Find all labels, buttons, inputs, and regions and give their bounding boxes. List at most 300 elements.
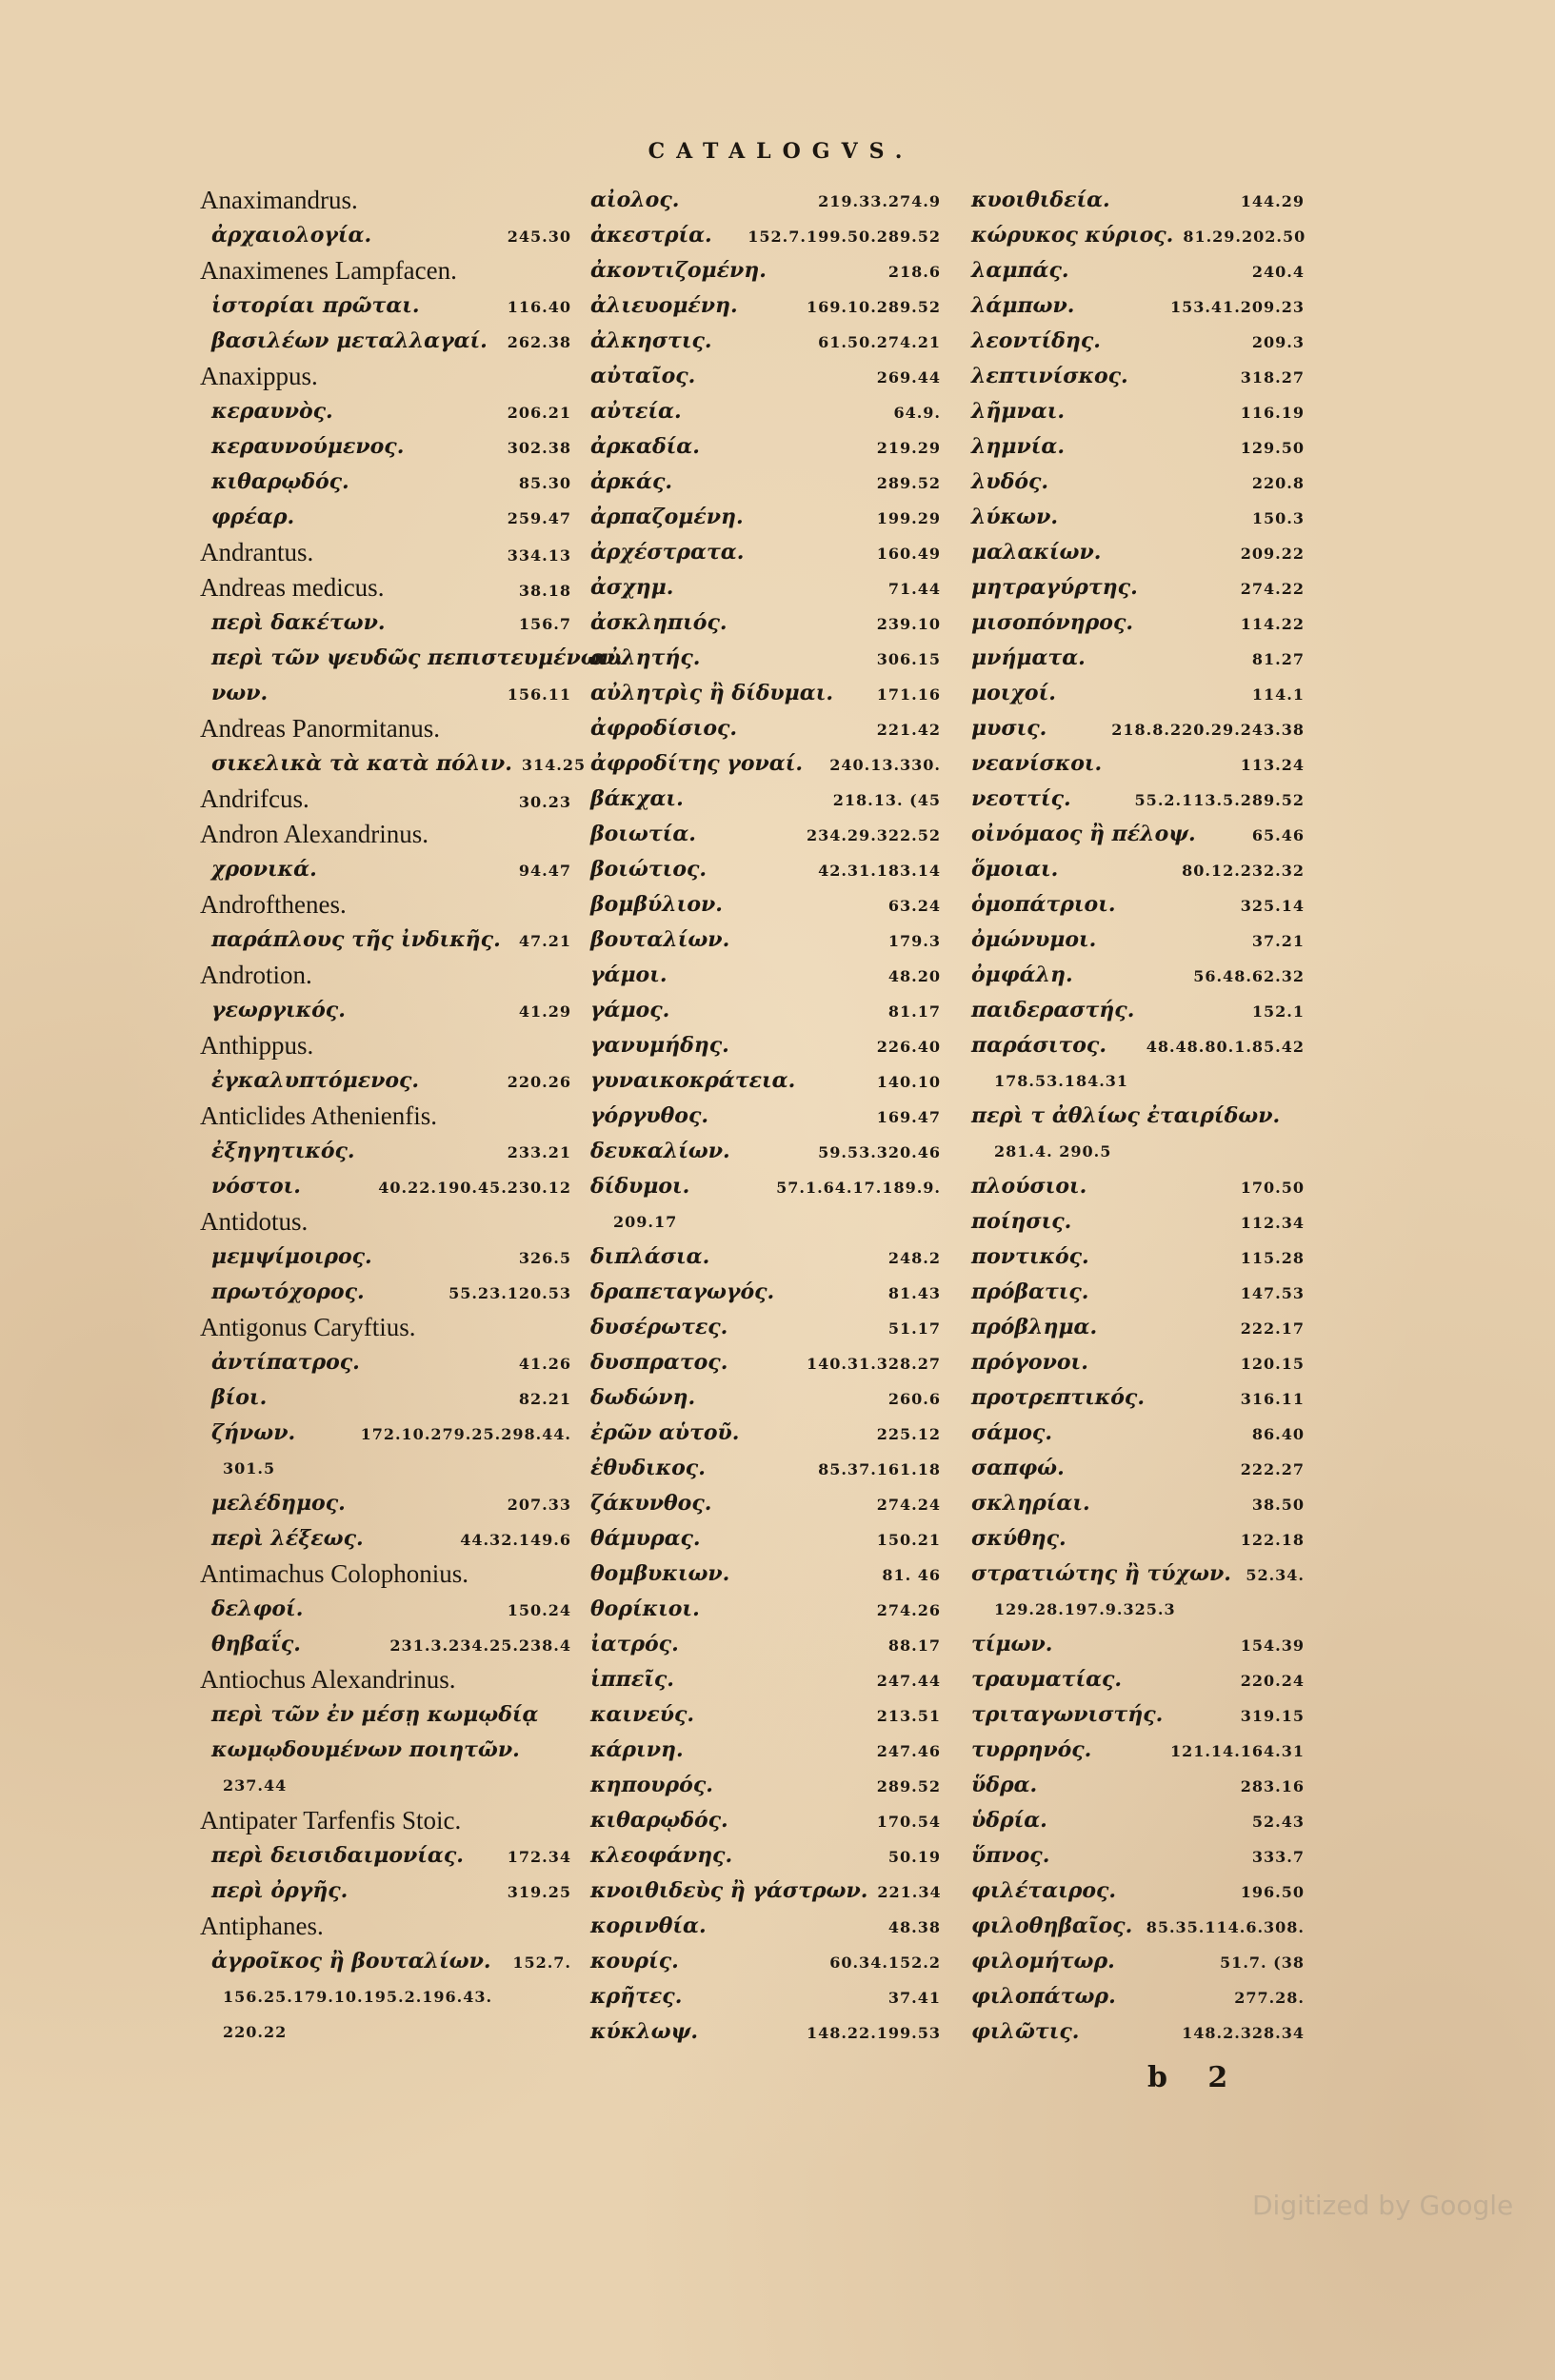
index-title-entry [200, 993, 571, 1028]
page-reference: 326.5 [518, 1249, 571, 1267]
index-title-entry [590, 218, 941, 253]
index-title-entry [590, 1451, 941, 1486]
work-title: περὶ λέξεως. [211, 1526, 364, 1551]
work-title: ἀρπαζομένη. [590, 505, 744, 529]
work-title: νεοττίς. [971, 786, 1071, 811]
page-reference: 48.38 [887, 1918, 941, 1936]
index-author-entry [200, 817, 571, 852]
author-name: Antiochus Alexandrinus. [200, 1665, 456, 1694]
page-reference: 220.22 [223, 2023, 288, 2041]
page-reference: 154.39 [1240, 1636, 1305, 1655]
work-title: βοιώτιος. [590, 857, 708, 882]
index-author-entry [200, 1310, 571, 1345]
page-reference: 220.26 [507, 1073, 571, 1091]
work-title: θομβυκιων. [590, 1561, 730, 1586]
page-reference: 148.2.328.34 [1182, 2024, 1305, 2042]
work-title: δίδυμοι. [590, 1174, 690, 1199]
page-reference: 218.13. (45 [832, 791, 941, 809]
work-title: νεανίσκοι. [971, 751, 1103, 776]
index-title-entry [590, 1204, 941, 1240]
page-reference: 40.22.190.45.230.12 [378, 1179, 571, 1197]
work-title: ἐξηγητικός. [211, 1139, 355, 1163]
index-author-entry [200, 1204, 571, 1240]
page-reference: 179.3 [887, 932, 941, 950]
page-reference: 150.24 [507, 1601, 571, 1619]
index-title-entry [590, 1063, 941, 1099]
index-title-entry [590, 852, 941, 887]
author-name: Anaximandrus. [200, 186, 358, 214]
page-reference: 169.47 [876, 1108, 941, 1126]
index-title-entry [590, 1099, 941, 1134]
index-title-entry [971, 1768, 1305, 1803]
index-title-entry [590, 1521, 941, 1557]
index-title-entry [971, 465, 1305, 500]
work-title: κιθαρῳδός. [590, 1808, 728, 1833]
page-reference: 274.22 [1240, 580, 1305, 598]
index-title-entry [971, 1909, 1305, 1944]
work-title: ὀμφάλη. [971, 962, 1073, 987]
index-title-entry [971, 1521, 1305, 1557]
page-reference: 196.50 [1240, 1883, 1305, 1901]
index-title-entry [971, 1169, 1305, 1204]
work-title: μισοπόνηρος. [971, 610, 1134, 635]
work-title: αἰολος. [590, 188, 680, 212]
page-reference: 30.23 [518, 793, 571, 811]
work-title: ζάκυνθος. [590, 1491, 712, 1516]
work-title: περὶ τῶν ἐν μέσῃ κωμῳδίᾳ [211, 1702, 539, 1727]
page-reference: 260.6 [887, 1390, 941, 1408]
work-title: περὶ δακέτων. [211, 610, 386, 635]
page-reference: 274.24 [876, 1496, 941, 1514]
work-title: παράπλους τῆς ἰνδικῆς. [211, 927, 501, 952]
author-name: Androfthenes. [200, 890, 347, 919]
index-title-entry [200, 1134, 571, 1169]
work-title: σικελικὰ τὰ κατὰ πόλιν. [211, 751, 512, 776]
work-title: ποίησις. [971, 1209, 1072, 1234]
work-title: κουρίς. [590, 1949, 679, 1973]
work-title: χρονικά. [211, 857, 317, 882]
work-title: ἐθυδικος. [590, 1456, 706, 1480]
page-reference: 81.29.202.50 [1183, 228, 1306, 246]
index-title-entry [971, 1733, 1305, 1768]
work-title: ἐρῶν αὑτοῦ. [590, 1420, 740, 1445]
work-title: κύκλωψ. [590, 2019, 698, 2044]
page-reference: 245.30 [507, 228, 571, 246]
work-title: ἀρχαιολογία. [211, 223, 372, 248]
index-title-entry [590, 1310, 941, 1345]
page-reference: 52.43 [1251, 1813, 1305, 1831]
page-reference: 225.12 [876, 1425, 941, 1443]
index-title-entry [590, 253, 941, 288]
index-title-entry [971, 782, 1305, 817]
page-reference: 234.29.322.52 [806, 826, 941, 844]
work-title: ὀμώνυμοι. [971, 927, 1097, 952]
page-reference: 129.28.197.9.325.3 [994, 1600, 1176, 1618]
index-title-entry [200, 324, 571, 359]
index-title-entry [971, 1204, 1305, 1240]
work-title: σάμος. [971, 1420, 1052, 1445]
page-reference: 56.48.62.32 [1193, 967, 1305, 985]
index-title-entry [590, 817, 941, 852]
work-title: ἀρκάς. [590, 469, 673, 494]
index-title-entry [590, 1380, 941, 1416]
work-title: βομβύλιον. [590, 892, 723, 917]
index-title-entry [971, 1557, 1305, 1592]
page-reference: 116.40 [507, 298, 571, 316]
page-reference: 42.31.183.14 [818, 862, 941, 880]
work-title: μοιχοί. [971, 681, 1056, 705]
index-title-entry [200, 676, 571, 711]
work-title: ἱστορίαι πρῶται. [211, 293, 420, 318]
index-title-entry [971, 1240, 1305, 1275]
work-title: κλεοφάνης. [590, 1843, 733, 1868]
index-title-entry [200, 429, 571, 465]
work-title: προτρεπτικός. [971, 1385, 1145, 1410]
page-reference: 152.1 [1251, 1002, 1305, 1021]
work-title: ἀρχέστρατα. [590, 540, 745, 565]
digitization-watermark: Digitized by Google [1252, 2190, 1514, 2221]
index-title-entry [971, 1662, 1305, 1697]
index-title-entry [590, 1416, 941, 1451]
index-title-entry [590, 958, 941, 993]
index-author-entry [200, 958, 571, 993]
page-reference: 55.2.113.5.289.52 [1134, 791, 1305, 809]
index-author-entry [200, 1662, 571, 1697]
work-title: ὑδρία. [971, 1808, 1047, 1833]
index-title-entry [590, 1838, 941, 1874]
index-title-entry [200, 1380, 571, 1416]
author-name: Antimachus Colophonius. [200, 1559, 468, 1588]
work-title: μητραγύρτης. [971, 575, 1138, 600]
work-title: βάκχαι. [590, 786, 684, 811]
page-reference: 115.28 [1240, 1249, 1305, 1267]
index-title-entry [200, 500, 571, 535]
index-title-entry [590, 1169, 941, 1204]
work-title: ἱππεῖς. [590, 1667, 674, 1692]
index-title-entry [200, 218, 571, 253]
page-reference: 50.19 [887, 1848, 941, 1866]
page-reference: 60.34.152.2 [829, 1954, 941, 1972]
page-reference: 150.3 [1251, 509, 1305, 527]
index-title-entry [971, 1099, 1305, 1134]
page-reference: 51.7. (38 [1220, 1954, 1305, 1972]
index-title-entry [971, 958, 1305, 993]
page-reference: 277.28. [1234, 1989, 1305, 2007]
index-title-entry [590, 1345, 941, 1380]
work-title: φιλοθηβαῖος. [971, 1914, 1133, 1938]
index-title-entry [590, 1275, 941, 1310]
page-reference: 147.53 [1240, 1284, 1305, 1302]
page-reference: 57.1.64.17.189.9. [776, 1179, 941, 1197]
work-title: γάμοι. [590, 962, 668, 987]
page-reference: 274.26 [876, 1601, 941, 1619]
work-title: γάμος. [590, 998, 670, 1022]
index-title-entry [590, 746, 941, 782]
index-title-entry [971, 1134, 1305, 1169]
index-author-entry [200, 1557, 571, 1592]
page-reference: 314.25 [521, 756, 587, 774]
work-title: βίοι. [211, 1385, 268, 1410]
index-title-entry [971, 535, 1305, 570]
index-title-entry [590, 1803, 941, 1838]
index-title-entry [971, 676, 1305, 711]
index-title-entry [971, 1979, 1305, 2014]
page-reference: 170.54 [876, 1813, 941, 1831]
page-reference: 37.41 [887, 1989, 941, 2007]
running-title: CATALOGVS. [648, 139, 914, 164]
page-reference: 222.17 [1240, 1319, 1305, 1338]
work-title: ἀντίπατρος. [211, 1350, 360, 1375]
work-title: περὶ τ ἀθλίως ἐταιρίδων. [971, 1103, 1281, 1128]
index-title-entry [590, 288, 941, 324]
index-title-entry [590, 429, 941, 465]
work-title: θάμυρας. [590, 1526, 701, 1551]
index-title-entry [971, 2014, 1305, 2050]
page-reference: 207.33 [507, 1496, 571, 1514]
work-title: στρατιώτης ἢ τύχων. [971, 1561, 1231, 1586]
page-reference: 85.30 [518, 474, 571, 492]
index-title-entry [971, 570, 1305, 605]
work-title: περὶ τῶν ψευδῶς πεπιστευμένων. [211, 645, 623, 670]
page-reference: 94.47 [518, 862, 571, 880]
index-title-entry [200, 1697, 571, 1733]
page-reference: 269.44 [876, 368, 941, 387]
work-title: θηβαΐς. [211, 1632, 301, 1656]
page-reference: 114.22 [1240, 615, 1305, 633]
work-title: κιθαρῳδός. [211, 469, 349, 494]
page-reference: 222.27 [1240, 1460, 1305, 1478]
index-author-entry [200, 535, 571, 570]
page-reference: 153.41.209.23 [1169, 298, 1305, 316]
page-reference: 81. 46 [882, 1566, 941, 1584]
page-reference: 169.10.289.52 [806, 298, 941, 316]
author-name: Antipater Tarfenfis Stoic. [200, 1806, 462, 1835]
work-title: βοιωτία. [590, 822, 696, 846]
index-title-entry [971, 1486, 1305, 1521]
index-title-entry [971, 1028, 1305, 1063]
page-reference: 218.8.220.29.243.38 [1111, 721, 1305, 739]
work-title: ἀλιευομένη. [590, 293, 738, 318]
page-reference: 120.15 [1240, 1355, 1305, 1373]
index-title-entry [590, 782, 941, 817]
page-reference: 156.25.179.10.195.2.196.43. [223, 1988, 493, 2006]
work-title: πλούσιοι. [971, 1174, 1087, 1199]
index-title-entry [971, 1838, 1305, 1874]
work-title: διπλάσια. [590, 1244, 710, 1269]
work-title: δελφοί. [211, 1597, 304, 1621]
page-reference: 41.29 [518, 1002, 571, 1021]
author-name: Androtion. [200, 961, 312, 989]
work-title: δευκαλίων. [590, 1139, 730, 1163]
work-title: φρέαρ. [211, 505, 295, 529]
author-name: Andrantus. [200, 538, 314, 566]
index-title-entry [200, 1521, 571, 1557]
page-reference: 41.26 [518, 1355, 571, 1373]
work-title: λεοντίδης. [971, 328, 1101, 353]
index-title-entry [200, 1592, 571, 1627]
work-title: ἀρκαδία. [590, 434, 700, 459]
index-title-entry [590, 465, 941, 500]
index-title-entry [590, 183, 941, 218]
index-column-3 [971, 183, 1305, 2050]
page-reference: 80.12.232.32 [1182, 862, 1305, 880]
index-author-entry [200, 570, 571, 605]
work-title: μελέδημος. [211, 1491, 346, 1516]
index-title-entry [971, 817, 1305, 852]
index-title-entry [590, 1627, 941, 1662]
work-title: ἀκοντιζομένη. [590, 258, 767, 283]
page-reference: 219.33.274.9 [818, 192, 941, 210]
page-reference: 281.4. 290.5 [994, 1142, 1112, 1160]
page-reference: 220.24 [1240, 1672, 1305, 1690]
work-title: ὕπνος. [971, 1843, 1050, 1868]
index-title-entry [590, 887, 941, 922]
work-title: ὕδρα. [971, 1773, 1038, 1797]
index-title-entry [590, 359, 941, 394]
page-reference: 37.21 [1251, 932, 1305, 950]
work-title: πρόβλημα. [971, 1315, 1098, 1339]
index-author-entry [200, 1909, 571, 1944]
page-reference: 156.11 [507, 685, 571, 704]
index-title-entry [590, 1874, 941, 1909]
page-reference: 38.18 [518, 582, 571, 600]
author-name: Andron Alexandrinus. [200, 820, 429, 848]
page-reference: 59.53.320.46 [818, 1143, 941, 1161]
index-title-entry [200, 288, 571, 324]
work-title: παιδεραστής. [971, 998, 1135, 1022]
index-author-entry [200, 359, 571, 394]
author-name: Andreas Panormitanus. [200, 714, 440, 743]
index-author-entry [200, 1099, 571, 1134]
work-title: οἰνόμαος ἢ πέλοψ. [971, 822, 1196, 846]
index-title-entry [590, 1662, 941, 1697]
page-reference: 61.50.274.21 [818, 333, 941, 351]
index-title-entry [200, 2014, 571, 2050]
index-title-entry [200, 394, 571, 429]
work-title: δυσπρατος. [590, 1350, 728, 1375]
index-title-entry [590, 1979, 941, 2014]
index-title-entry [590, 500, 941, 535]
page-reference: 319.25 [507, 1883, 571, 1901]
index-title-entry [200, 922, 571, 958]
index-title-entry [200, 1944, 571, 1979]
page-reference: 152.7. [512, 1954, 571, 1972]
index-title-entry [971, 1451, 1305, 1486]
index-title-entry [971, 183, 1305, 218]
index-title-entry [590, 324, 941, 359]
work-title: δυσέρωτες. [590, 1315, 728, 1339]
work-title: δραπεταγωγός. [590, 1279, 775, 1304]
work-title: φιλοπάτωρ. [971, 1984, 1116, 2009]
page-reference: 140.10 [876, 1073, 941, 1091]
page-reference: 121.14.164.31 [1169, 1742, 1305, 1760]
page-reference: 47.21 [518, 932, 571, 950]
work-title: κεραυνὸς. [211, 399, 333, 424]
author-name: Andreas medicus. [200, 573, 385, 602]
work-title: καινεύς. [590, 1702, 695, 1727]
work-title: λεπτινίσκος. [971, 364, 1128, 388]
index-title-entry [590, 1592, 941, 1627]
index-author-entry [200, 782, 571, 817]
work-title: αὐτεία. [590, 399, 682, 424]
index-column-2 [590, 183, 941, 2050]
page-reference: 85.35.114.6.308. [1146, 1918, 1305, 1936]
work-title: μαλακίων. [971, 540, 1102, 565]
page-reference: 81.27 [1251, 650, 1305, 668]
author-name: Antigonus Caryftius. [200, 1313, 416, 1341]
index-title-entry [971, 1697, 1305, 1733]
page-reference: 325.14 [1240, 897, 1305, 915]
page-reference: 178.53.184.31 [994, 1072, 1129, 1090]
page-reference: 218.6 [887, 263, 941, 281]
index-title-entry [590, 1240, 941, 1275]
index-author-entry [200, 183, 571, 218]
work-title: κνοιθιδεὺς ἢ γάστρων. [590, 1878, 868, 1903]
author-name: Anticlides Athenienfis. [200, 1101, 437, 1130]
work-title: λύκων. [971, 505, 1059, 529]
page-reference: 319.15 [1240, 1707, 1305, 1725]
work-title: λάμπων. [971, 293, 1075, 318]
index-title-entry [590, 1028, 941, 1063]
page-reference: 152.7.199.50.289.52 [748, 228, 941, 246]
index-title-entry [971, 641, 1305, 676]
index-title-entry [200, 1768, 571, 1803]
work-title: λυδός. [971, 469, 1049, 494]
page-reference: 248.2 [887, 1249, 941, 1267]
work-title: κρῆτες. [590, 1984, 683, 2009]
work-title: ἀφροδίσιος. [590, 716, 738, 741]
work-title: γυναικοκράτεια. [590, 1068, 796, 1093]
work-title: τίμων. [971, 1632, 1053, 1656]
work-title: πρόβατις. [971, 1279, 1089, 1304]
index-column-1 [200, 183, 623, 2050]
work-title: πρωτόχορος. [211, 1279, 365, 1304]
index-title-entry [590, 2014, 941, 2050]
index-title-entry [971, 1874, 1305, 1909]
index-title-entry [971, 922, 1305, 958]
page-reference: 81.43 [887, 1284, 941, 1302]
work-title: ζήνων. [211, 1420, 296, 1445]
index-title-entry [590, 1134, 941, 1169]
page-reference: 206.21 [507, 404, 571, 422]
work-title: σκληρίαι. [971, 1491, 1090, 1516]
index-title-entry [971, 993, 1305, 1028]
page-reference: 160.49 [876, 545, 941, 563]
index-title-entry [200, 1240, 571, 1275]
page-reference: 114.1 [1251, 685, 1305, 704]
page-reference: 122.18 [1240, 1531, 1305, 1549]
page-reference: 318.27 [1240, 368, 1305, 387]
page-reference: 170.50 [1240, 1179, 1305, 1197]
index-title-entry [971, 1627, 1305, 1662]
page-reference: 233.21 [507, 1143, 571, 1161]
index-title-entry [200, 1733, 571, 1768]
index-author-entry [200, 1803, 571, 1838]
page-reference: 64.9. [893, 404, 941, 422]
index-title-entry [200, 605, 571, 641]
work-title: μνήματα. [971, 645, 1086, 670]
index-author-entry [200, 887, 571, 922]
index-title-entry [590, 993, 941, 1028]
page-reference: 247.44 [876, 1672, 941, 1690]
work-title: σαπφώ. [971, 1456, 1065, 1480]
page-reference: 221.42 [876, 721, 941, 739]
work-title: ὁμοπάτριοι. [971, 892, 1116, 917]
page-reference: 150.21 [876, 1531, 941, 1549]
work-title: νόστοι. [211, 1174, 301, 1199]
page-reference: 302.38 [507, 439, 571, 457]
index-title-entry [971, 1345, 1305, 1380]
